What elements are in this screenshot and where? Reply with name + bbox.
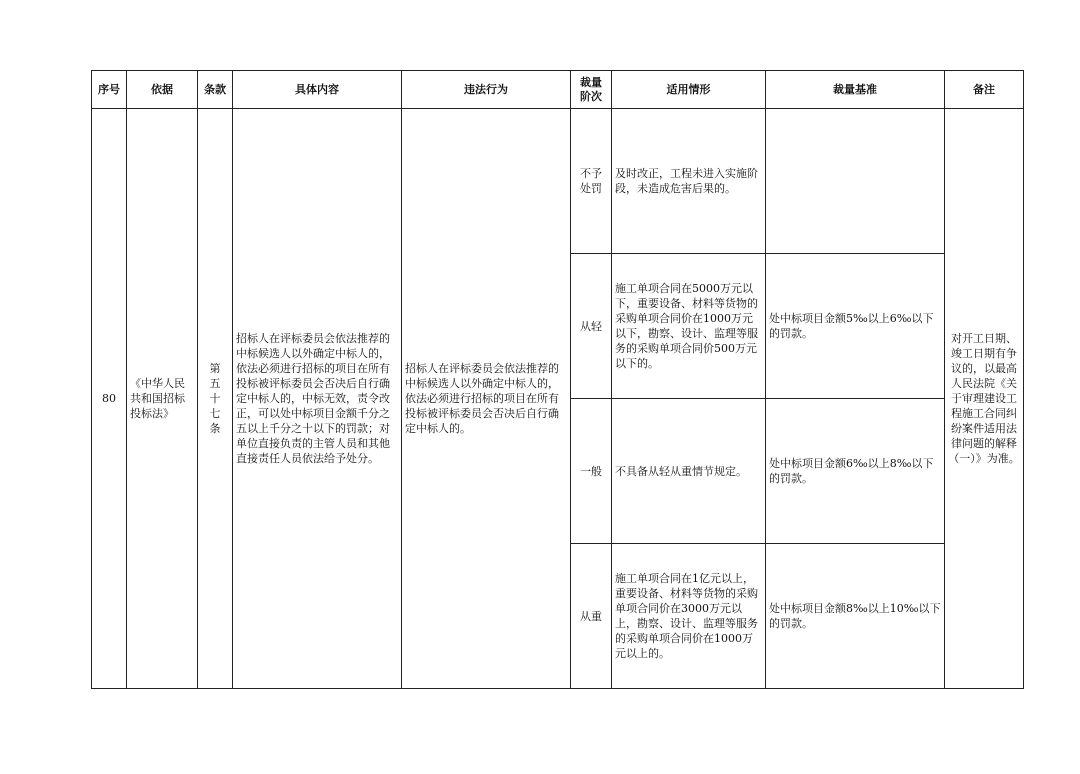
row-basis: 《中华人民共和国招标投标法》 bbox=[127, 109, 198, 689]
row-violation: 招标人在评标委员会依法推荐的中标候选人以外确定中标人的，依法必须进行招标的项目在所有投标被评标委员会否决后自行确定中标人的。 bbox=[402, 109, 571, 689]
header-situation: 适用情形 bbox=[612, 71, 766, 109]
level-cell: 从轻 bbox=[571, 254, 612, 399]
header-row bbox=[92, 71, 1024, 109]
situation-cell: 施工单项合同在5000万元以下，重要设备、材料等货物的采购单项合同价在1000万元以下，勘察、设计、监理等服务的采购单项合同价500万元以下的。 bbox=[612, 254, 766, 399]
standard-cell bbox=[766, 109, 945, 254]
standard-cell: 处中标项目金额6‰以上8‰以下的罚款。 bbox=[766, 399, 945, 544]
row-clause: 第五十七条 bbox=[198, 109, 233, 689]
header-remark: 备注 bbox=[945, 71, 1024, 109]
header-content: 具体内容 bbox=[233, 71, 402, 109]
situation-cell: 施工单项合同在1亿元以上，重要设备、材料等货物的采购单项合同价在3000万元以上，勘察、设计、监理等服务的采购单项合同价在1000万元以上的。 bbox=[612, 544, 766, 689]
level-cell: 从重 bbox=[571, 544, 612, 689]
row-content: 招标人在评标委员会依法推荐的中标候选人以外确定中标人的，依法必须进行招标的项目在所有投标被评标委员会否决后自行确定中标人的，中标无效，责令改正，可以处中标项目金额千分之五以上千分之十以下的罚款；对单位直接负责的主管人员和其他直接责任人员依法给予处分。 bbox=[233, 109, 402, 689]
level-cell: 不予处罚 bbox=[571, 109, 612, 254]
penalty-table bbox=[91, 70, 1024, 689]
situation-cell: 不具备从轻从重情节规定。 bbox=[612, 399, 766, 544]
header-basis: 依据 bbox=[127, 71, 198, 109]
table-row bbox=[92, 109, 1024, 254]
standard-cell: 处中标项目金额5‰以上6‰以下的罚款。 bbox=[766, 254, 945, 399]
header-number: 序号 bbox=[92, 71, 127, 109]
standard-cell: 处中标项目金额8‰以上10‰以下的罚款。 bbox=[766, 544, 945, 689]
row-number: 80 bbox=[92, 109, 127, 689]
header-standard: 裁量基准 bbox=[766, 71, 945, 109]
level-cell: 一般 bbox=[571, 399, 612, 544]
header-level: 裁量阶次 bbox=[571, 71, 612, 109]
header-clause: 条款 bbox=[198, 71, 233, 109]
row-remark: 对开工日期、竣工日期有争议的，以最高人民法院《关于审理建设工程施工合同纠纷案件适用法律问题的解释（一）》为准。 bbox=[945, 109, 1024, 689]
situation-cell: 及时改正，工程未进入实施阶段，未造成危害后果的。 bbox=[612, 109, 766, 254]
header-violation: 违法行为 bbox=[402, 71, 571, 109]
